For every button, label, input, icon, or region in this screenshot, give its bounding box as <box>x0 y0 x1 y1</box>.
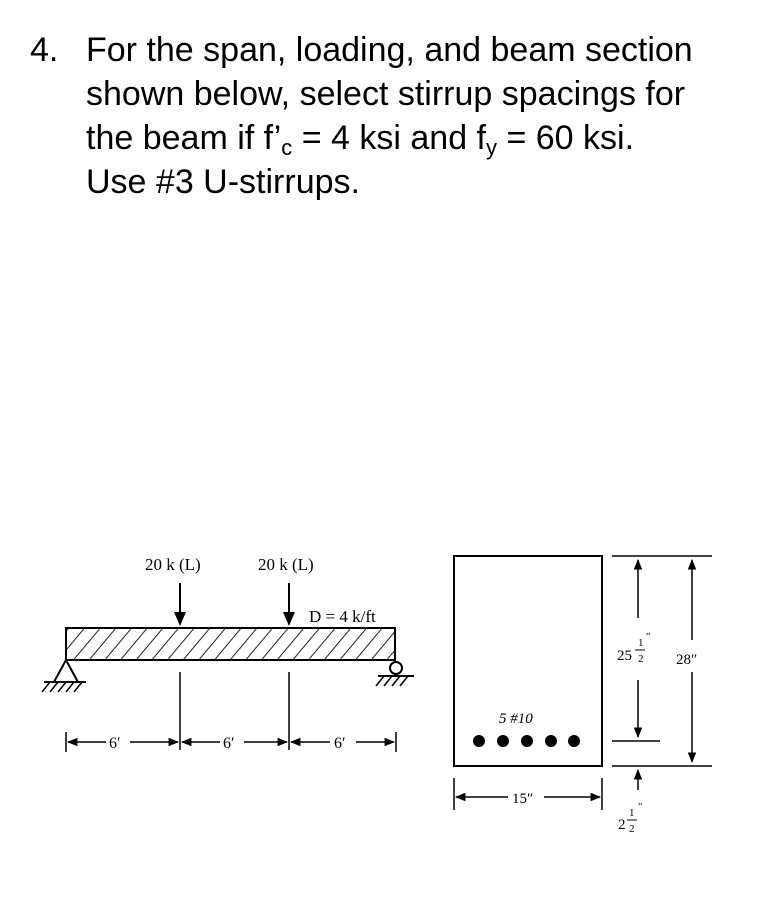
span-3-label: 6′ <box>334 735 346 752</box>
line3-part-b: = 4 ksi and f <box>292 119 487 157</box>
cover-whole: 2 <box>618 817 626 833</box>
problem-line-4: Use #3 U-stirrups. <box>86 163 360 201</box>
pin-support-icon <box>42 660 86 692</box>
fy-subscript: y <box>486 135 498 160</box>
cover-inch-mark: ″ <box>638 801 643 813</box>
bars-label: 5 #10 <box>499 711 533 727</box>
point-load-1-label: 20 k (L) <box>145 555 201 574</box>
span-2-label: 6′ <box>223 735 235 752</box>
line3-part-c: = 60 ksi. <box>497 119 635 157</box>
fc-subscript: c <box>281 135 293 160</box>
point-load-1-arrow <box>174 583 186 626</box>
cover-frac-num: 1 <box>629 807 635 819</box>
effective-depth-frac-den: 2 <box>638 653 644 665</box>
effective-depth-frac-num: 1 <box>638 637 644 649</box>
problem-number: 4. <box>30 31 59 69</box>
dead-load-label: D = 4 k/ft <box>309 607 376 626</box>
span-1-label: 6′ <box>109 735 121 752</box>
point-load-2-label: 20 k (L) <box>258 555 314 574</box>
point-load-2-arrow <box>283 583 295 626</box>
problem-line-2: shown below, select stirrup spacings for <box>86 75 686 113</box>
cross-section-outline <box>454 556 602 766</box>
effective-depth-whole: 25 <box>617 648 632 664</box>
effective-depth-inch-mark: ″ <box>646 631 651 643</box>
cover-frac-den: 2 <box>629 823 635 835</box>
total-depth-label: 28″ <box>676 652 698 668</box>
beam-body <box>66 628 395 660</box>
width-label: 15″ <box>512 791 534 807</box>
roller-support-icon <box>376 662 414 686</box>
problem-line-1: For the span, loading, and beam section <box>86 31 693 69</box>
line3-part-a: the beam if f’ <box>86 119 282 157</box>
